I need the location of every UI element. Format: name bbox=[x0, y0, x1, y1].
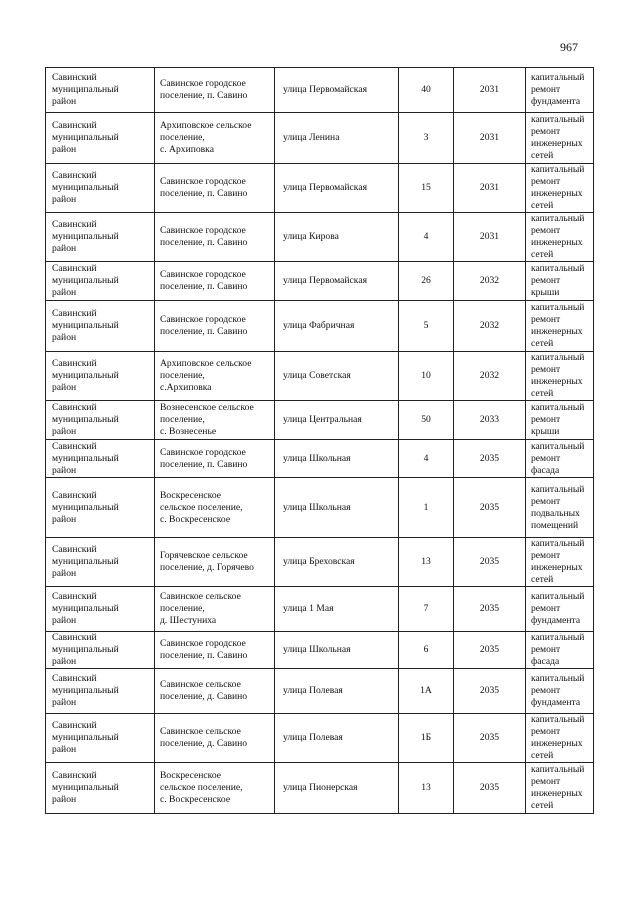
street-cell: улица Первомайская bbox=[275, 164, 399, 213]
district-cell: Савинский муниципальный район bbox=[46, 301, 155, 352]
district-cell: Савинский муниципальный район bbox=[46, 714, 155, 763]
table-row bbox=[46, 669, 594, 714]
table-row bbox=[46, 213, 594, 262]
year-cell: 2035 bbox=[454, 440, 526, 478]
house-number-cell: 10 bbox=[399, 352, 454, 401]
table-row bbox=[46, 714, 594, 763]
district-cell: Савинский муниципальный район bbox=[46, 478, 155, 538]
year-cell: 2032 bbox=[454, 352, 526, 401]
house-number-cell: 26 bbox=[399, 262, 454, 301]
year-cell: 2035 bbox=[454, 478, 526, 538]
settlement-cell: Савинское городское поселение, п. Савино bbox=[155, 213, 275, 262]
table-row bbox=[46, 763, 594, 814]
work-type-cell: капитальный ремонт инженерных сетей bbox=[526, 538, 594, 587]
district-cell: Савинский муниципальный район bbox=[46, 587, 155, 632]
settlement-cell: Савинское городское поселение, п. Савино bbox=[155, 632, 275, 669]
year-cell: 2032 bbox=[454, 262, 526, 301]
work-type-cell: капитальный ремонт фасада bbox=[526, 440, 594, 478]
work-type-cell: капитальный ремонт инженерных сетей bbox=[526, 164, 594, 213]
house-number-cell: 13 bbox=[399, 538, 454, 587]
work-type-cell: капитальный ремонт инженерных сетей bbox=[526, 113, 594, 164]
work-type-cell: капитальный ремонт подвальных помещений bbox=[526, 478, 594, 538]
work-type-cell: капитальный ремонт инженерных сетей bbox=[526, 301, 594, 352]
page-number: 967 bbox=[560, 40, 578, 54]
table-row bbox=[46, 262, 594, 301]
settlement-cell: Савинское городское поселение, п. Савино bbox=[155, 262, 275, 301]
work-type-cell: капитальный ремонт фасада bbox=[526, 632, 594, 669]
year-cell: 2031 bbox=[454, 68, 526, 113]
street-cell: улица Школьная bbox=[275, 478, 399, 538]
district-cell: Савинский муниципальный район bbox=[46, 401, 155, 440]
street-cell: улица Ленина bbox=[275, 113, 399, 164]
year-cell: 2031 bbox=[454, 113, 526, 164]
year-cell: 2035 bbox=[454, 587, 526, 632]
year-cell: 2035 bbox=[454, 763, 526, 814]
settlement-cell: Архиповское сельское поселение, с. Архиповка bbox=[155, 113, 275, 164]
work-type-cell: капитальный ремонт фундамента bbox=[526, 587, 594, 632]
work-type-cell: капитальный ремонт инженерных сетей bbox=[526, 763, 594, 814]
house-number-cell: 4 bbox=[399, 440, 454, 478]
district-cell: Савинский муниципальный район bbox=[46, 164, 155, 213]
street-cell: улица Кирова bbox=[275, 213, 399, 262]
street-cell: улица 1 Мая bbox=[275, 587, 399, 632]
year-cell: 2033 bbox=[454, 401, 526, 440]
district-cell: Савинский муниципальный район bbox=[46, 213, 155, 262]
settlement-cell: Архиповское сельское поселение, с.Архиповка bbox=[155, 352, 275, 401]
table-row bbox=[46, 164, 594, 213]
district-cell: Савинский муниципальный район bbox=[46, 68, 155, 113]
repair-schedule-table bbox=[45, 67, 594, 814]
street-cell: улица Фабричная bbox=[275, 301, 399, 352]
street-cell: улица Первомайская bbox=[275, 68, 399, 113]
work-type-cell: капитальный ремонт инженерных сетей bbox=[526, 714, 594, 763]
settlement-cell: Савинское городское поселение, п. Савино bbox=[155, 440, 275, 478]
street-cell: улица Полевая bbox=[275, 714, 399, 763]
house-number-cell: 5 bbox=[399, 301, 454, 352]
work-type-cell: капитальный ремонт фундамента bbox=[526, 68, 594, 113]
street-cell: улица Пионерская bbox=[275, 763, 399, 814]
table-row bbox=[46, 113, 594, 164]
house-number-cell: 4 bbox=[399, 213, 454, 262]
table-row bbox=[46, 352, 594, 401]
table-row bbox=[46, 401, 594, 440]
settlement-cell: Савинское сельское поселение, д. Савино bbox=[155, 714, 275, 763]
settlement-cell: Савинское городское поселение, п. Савино bbox=[155, 301, 275, 352]
year-cell: 2032 bbox=[454, 301, 526, 352]
year-cell: 2035 bbox=[454, 538, 526, 587]
work-type-cell: капитальный ремонт крыши bbox=[526, 262, 594, 301]
table-row bbox=[46, 538, 594, 587]
street-cell: улица Школьная bbox=[275, 632, 399, 669]
house-number-cell: 50 bbox=[399, 401, 454, 440]
street-cell: улица Центральная bbox=[275, 401, 399, 440]
table-row bbox=[46, 301, 594, 352]
work-type-cell: капитальный ремонт инженерных сетей bbox=[526, 213, 594, 262]
street-cell: улица Бреховская bbox=[275, 538, 399, 587]
district-cell: Савинский муниципальный район bbox=[46, 538, 155, 587]
street-cell: улица Советская bbox=[275, 352, 399, 401]
year-cell: 2035 bbox=[454, 632, 526, 669]
house-number-cell: 1Б bbox=[399, 714, 454, 763]
street-cell: улица Школьная bbox=[275, 440, 399, 478]
district-cell: Савинский муниципальный район bbox=[46, 113, 155, 164]
table-row bbox=[46, 68, 594, 113]
house-number-cell: 13 bbox=[399, 763, 454, 814]
work-type-cell: капитальный ремонт инженерных сетей bbox=[526, 352, 594, 401]
house-number-cell: 1А bbox=[399, 669, 454, 714]
house-number-cell: 40 bbox=[399, 68, 454, 113]
district-cell: Савинский муниципальный район bbox=[46, 632, 155, 669]
year-cell: 2031 bbox=[454, 213, 526, 262]
street-cell: улица Полевая bbox=[275, 669, 399, 714]
table-row bbox=[46, 440, 594, 478]
district-cell: Савинский муниципальный район bbox=[46, 763, 155, 814]
year-cell: 2035 bbox=[454, 714, 526, 763]
street-cell: улица Первомайская bbox=[275, 262, 399, 301]
house-number-cell: 6 bbox=[399, 632, 454, 669]
house-number-cell: 1 bbox=[399, 478, 454, 538]
work-type-cell: капитальный ремонт крыши bbox=[526, 401, 594, 440]
settlement-cell: Савинское сельское поселение, д. Савино bbox=[155, 669, 275, 714]
district-cell: Савинский муниципальный район bbox=[46, 440, 155, 478]
year-cell: 2035 bbox=[454, 669, 526, 714]
district-cell: Савинский муниципальный район bbox=[46, 262, 155, 301]
settlement-cell: Савинское сельское поселение, д. Шестуниха bbox=[155, 587, 275, 632]
settlement-cell: Воскресенское сельское поселение, с. Воскресенское bbox=[155, 763, 275, 814]
district-cell: Савинский муниципальный район bbox=[46, 669, 155, 714]
year-cell: 2031 bbox=[454, 164, 526, 213]
table-row bbox=[46, 587, 594, 632]
settlement-cell: Горячевское сельское поселение, д. Горячево bbox=[155, 538, 275, 587]
settlement-cell: Савинское городское поселение, п. Савино bbox=[155, 164, 275, 213]
house-number-cell: 3 bbox=[399, 113, 454, 164]
table-row bbox=[46, 478, 594, 538]
settlement-cell: Вознесенское сельское поселение, с. Вознесенье bbox=[155, 401, 275, 440]
district-cell: Савинский муниципальный район bbox=[46, 352, 155, 401]
settlement-cell: Савинское городское поселение, п. Савино bbox=[155, 68, 275, 113]
work-type-cell: капитальный ремонт фундамента bbox=[526, 669, 594, 714]
house-number-cell: 15 bbox=[399, 164, 454, 213]
table-row bbox=[46, 632, 594, 669]
house-number-cell: 7 bbox=[399, 587, 454, 632]
settlement-cell: Воскресенское сельское поселение, с. Воскресенское bbox=[155, 478, 275, 538]
